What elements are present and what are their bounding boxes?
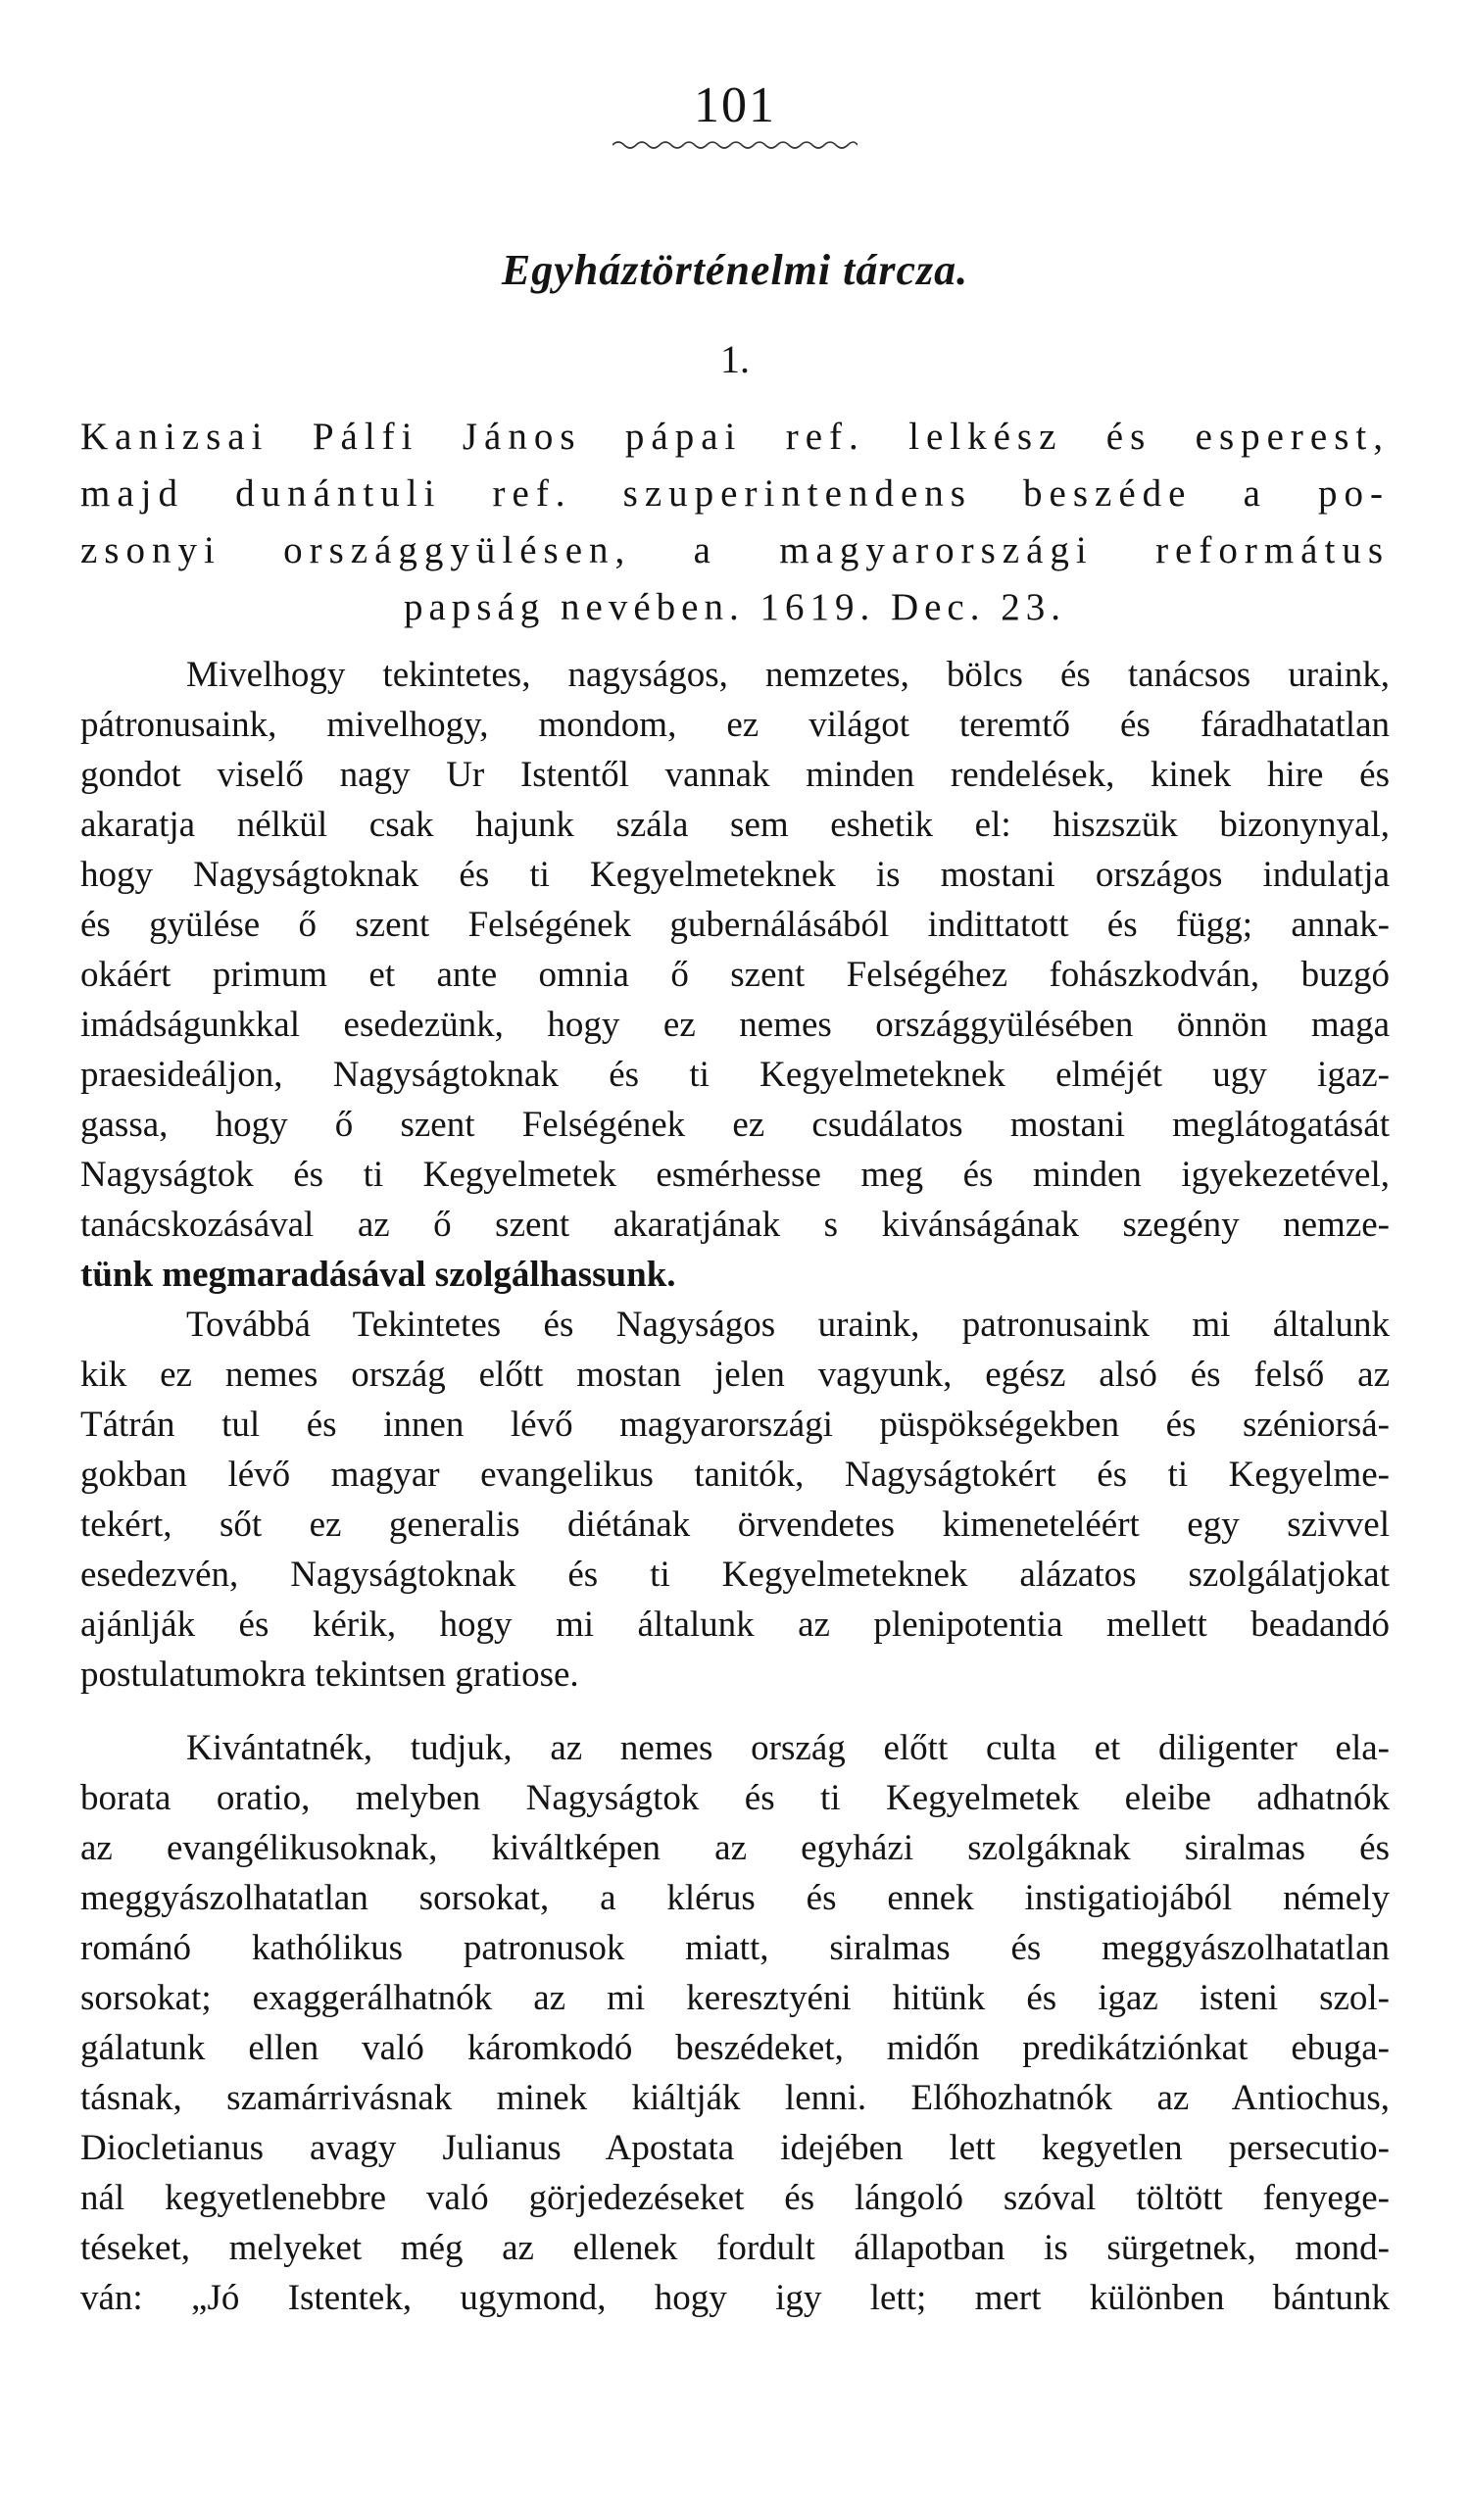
text-line: imádságunkkal esedezünk, hogy ez nemes országgyülésében önnön maga — [80, 1005, 1390, 1045]
text-line: postulatumokra tekintsen gratiose. — [80, 1655, 579, 1695]
text-line: Mivelhogy tekintetes, nagyságos, nemzetes, bölcs és tanácsos uraink, — [186, 655, 1390, 695]
text-line: nál kegyetlenebbre való görjedezéseket és lángoló szóval töltött fenyege- — [80, 2178, 1390, 2218]
text-line: ván: „Jó Istentek, ugymond, hogy igy lett; mert különben bántunk — [80, 2278, 1390, 2318]
text-line: meggyászolhatatlan sorsokat, a klérus és ennek instigatiojából némely — [80, 1878, 1390, 1918]
text-line: praesideáljon, Nagyságtoknak és ti Kegyelmeteknek elméjét ugy igaz- — [80, 1055, 1390, 1095]
text-line: gassa, hogy ő szent Felségének ez csudálatos mostani meglátogatását — [80, 1105, 1390, 1145]
text-line: hogy Nagyságtoknak és ti Kegyelmeteknek is mostani országos indulatja — [80, 855, 1390, 895]
text-line: téseket, melyeket még az ellenek fordult állapotban is sürgetnek, mond- — [80, 2228, 1390, 2268]
text-line: Nagyságtok és ti Kegyelmetek esmérhesse meg és minden igyekezetével, — [80, 1155, 1390, 1195]
text-line: Továbbá Tekintetes és Nagyságos uraink, patronusaink mi általunk — [186, 1305, 1390, 1345]
text-line: tásnak, szamárrivásnak minek kiáltják lenni. Előhozhatnók az Antiochus, — [80, 2078, 1390, 2118]
section-heading: Egyháztörténelmi tárcza. — [501, 246, 969, 294]
text-line: Diocletianus avagy Julianus Apostata idejében lett kegyetlen persecutio- — [80, 2128, 1390, 2168]
text-line: az evangélikusoknak, kiváltképen az egyházi szolgáknak siralmas és — [80, 1828, 1390, 1868]
text-line: kik ez nemes ország előtt mostan jelen vagyunk, egész alsó és felső az — [80, 1355, 1390, 1395]
text-line: Tátrán tul és innen lévő magyarországi püspökségekben és széniorsá- — [80, 1405, 1390, 1445]
text-line: esedezvén, Nagyságtoknak és ti Kegyelmeteknek alázatos szolgálatjokat — [80, 1555, 1390, 1595]
text-line: és gyülése ő szent Felségének gubernálásából indittatott és függ; annak- — [80, 905, 1390, 945]
ornament-divider — [612, 137, 858, 153]
text-line: sorsokat; exaggerálhatnók az mi keresztyéni hitünk és igaz isteni szol- — [80, 1978, 1390, 2018]
text-line: tanácskozásával az ő szent akaratjának s kivánságának szegény nemze- — [80, 1205, 1390, 1245]
text-line: pátronusaink, mivelhogy, mondom, ez világot teremtő és fáradhatatlan — [80, 705, 1390, 745]
text-line: akaratja nélkül csak hajunk szála sem eshetik el: hiszszük bizonynyal, — [80, 805, 1390, 845]
page-number: 101 — [694, 77, 776, 133]
text-line: Kivántatnék, tudjuk, az nemes ország előtt culta et diligenter ela- — [186, 1728, 1390, 1768]
text-line: tekért, sőt ez generalis diétának örvendetes kimeneteléért egy szivvel — [80, 1505, 1390, 1545]
section-numeral: 1. — [720, 337, 750, 381]
text-line: ajánlják és kérik, hogy mi általunk az plenipotentia mellett beadandó — [80, 1605, 1390, 1645]
text-line: borata oratio, melyben Nagyságtok és ti Kegyelmetek eleibe adhatnók — [80, 1778, 1390, 1818]
text-line: tünk megmaradásával szolgálhassunk. — [80, 1255, 676, 1295]
text-line: gondot viselő nagy Ur Istentől vannak minden rendelések, kinek hire és — [80, 755, 1390, 795]
text-line: gálatunk ellen való káromkodó beszédeket, midőn predikátziónkat ebuga- — [80, 2028, 1390, 2068]
intro-line: zsonyi országgyülésen, a magyarországi református — [80, 529, 1390, 571]
text-line: románó kathólikus patronusok miatt, siralmas és meggyászolhatatlan — [80, 1928, 1390, 1968]
text-line: okáért primum et ante omnia ő szent Felségéhez fohászkodván, buzgó — [80, 955, 1390, 995]
intro-line: majd dunántuli ref. szuperintendens beszéde a po- — [80, 472, 1390, 515]
text-line: gokban lévő magyar evangelikus tanitók, Nagyságtokért és ti Kegyelme- — [80, 1455, 1390, 1495]
intro-line: Kanizsai Pálfi János pápai ref. lelkész és esperest, — [80, 416, 1390, 458]
intro-line: papság nevében. 1619. Dec. 23. — [403, 586, 1066, 628]
